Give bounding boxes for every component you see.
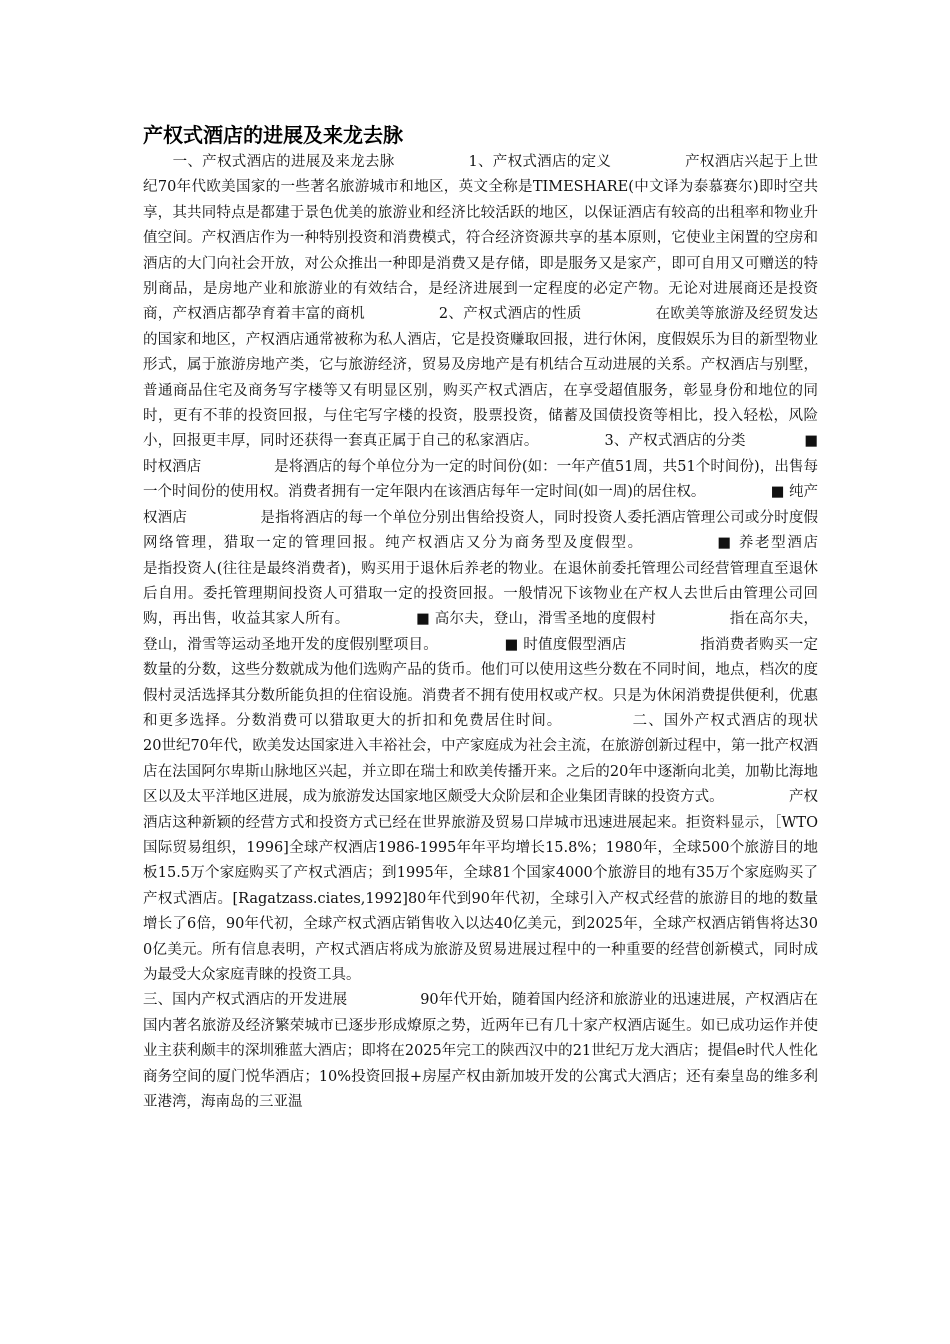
document-page <box>143 120 891 1115</box>
document-title: 产权式酒店的进展及来龙去脉 <box>143 123 403 147</box>
body-paragraph-1: 一、产权式酒店的进展及来龙去脉 1、产权式酒店的定义 产权酒店兴起于上世纪70年代欧美国家的一些著名旅游城市和地区，英文全称是TIMESHARE(中文译为泰慕赛尔)即时空共享，其共同特点是都建于景色优美的旅游业和经济比较活跃的地区，以保证酒店有较高的出租率和物业升值空间。产权酒店作为一种特别投资和消费模式，符合经济资源共享的基本原则，它使业主闲置的空房和酒店的大门向社会开放，对公众推出一种即是消费又是存储，即是服务又是家产，即可自用又可赠送的特别商品，是房地产业和旅游业的有效结合，是经济进展到一定程度的必定产物。无论对进展商还是投资商，产权酒店都孕育着丰富的商机 2、产权式酒店的性质 在欧美等旅游及经贸发达的国家和地区，产权酒店通常被称为私人酒店，它是投资赚取回报，进行休闲，度假娱乐为目的新型物业形式，属于旅游房地产类，它与旅游经济，贸易及房地产是有机结合互动进展的关系。产权酒店与别墅，普通商品住宅及商务写字楼等又有明显区别，购买产权式酒店，在享受超值服务，彰显身份和地位的同时，更有不菲的投资回报，与住宅写字楼的投资，股票投资，储蓄及国债投资等相比，投入轻松，风险小，回报更丰厚，同时还获得一套真正属于自己的私家酒店。 3、产权式酒店的分类 ■ 时权酒店 是将酒店的每个单位分为一定的时间份(如：一年产值51周，共51个时间份)，出售每一个时间份的使用权。消费者拥有一定年限内在该酒店每年一定时间(如一周)的居住权。 ■ 纯产权酒店 是指将酒店的每一个单位分别出售给投资人，同时投资人委托酒店管理公司或分时度假网络管理，猎取一定的管理回报。纯产权酒店又分为商务型及度假型。 ■ 养老型酒店 是指投资人(往往是最终消费者)，购买用于退休后养老的物业。在退休前委托管理公司经营管理直至退休后自用。委托管理期间投资人可猎取一定的投资回报。一般情况下该物业在产权人去世后由管理公司回购，再出售，收益其家人所有。 ■ 高尔夫，登山，滑雪圣地的度假村 指在高尔夫，登山，滑雪等运动圣地开发的度假别墅项目。 ■ 时值度假型酒店 指消费者购买一定数量的分数，这些分数就成为他们选购产品的货币。他们可以使用这些分数在不同时间，地点，档次的度假村灵活选择其分数所能负担的住宿设施。消费者不拥有使用权或产权。只是为休闲消费提供便利，优惠和更多选择。分数消费可以猎取更大的折扣和免费居住时间。 二、国外产权式酒店的现状 20世纪70年代，欧美发达国家进入丰裕社会，中产家庭成为社会主流，在旅游创新过程中，第一批产权酒店在法国阿尔卑斯山脉地区兴起，并立即在瑞士和欧美传播开来。之后的20年中逐渐向北美，加勒比海地区以及太平洋地区进展，成为旅游发达国家地区颇受大众阶层和企业集团青睐的投资方式。 产权酒店这种新颖的经营方式和投资方式已经在世界旅游及贸易口岸城市迅速进展起来。拒资料显示，［WTO国际贸易组织，1996]全球产权酒店1986-1995年年平均增长15.8%；1980年，全球500个旅游目的地板15.5万个家庭购买了产权式酒店；到1995年，全球81个国家4000个旅游目的地有35万个家庭购买了产权式酒店。[Ragatzass.ciates,1992]80年代到90年代初，全球引入产权式经营的旅游目的地的数量增长了6倍，90年代初，全球产权式酒店销售收入以达40亿美元，到2025年，全球产权酒店销售将达300亿美元。所有信息表明，产权式酒店将成为旅游及贸易进展过程中的一种重要的经营创新模式，同时成为最受大众家庭青睐的投资工具。 <box>143 154 891 983</box>
document-body <box>143 150 891 1115</box>
body-paragraph-2: 三、国内产权式酒店的开发进展 90年代开始，随着国内经济和旅游业的迅速进展，产权酒店在国内著名旅游及经济繁荣城市已逐步形成燎原之势，近两年已有几十家产权酒店诞生。如已成功运作并使业主获利颇丰的深圳雅蓝大酒店；即将在2025年完工的陕西汉中的21世纪万龙大酒店；提倡e时代人性化商务空间的厦门悦华酒店；10%投资回报+房屋产权由新加坡开发的公寓式大酒店；还有秦皇岛的维多利亚港湾，海南岛的三亚温 <box>143 992 818 1111</box>
